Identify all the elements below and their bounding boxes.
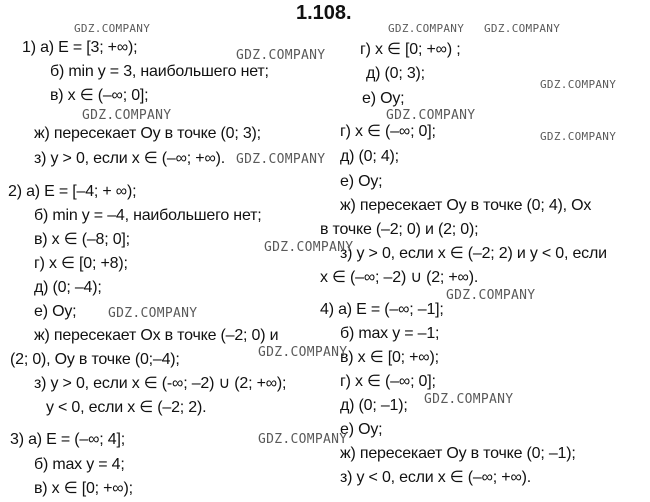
answer-line: в точке (–2; 0) и (2; 0); bbox=[320, 221, 479, 238]
watermark: GDZ.COMPANY bbox=[540, 78, 617, 91]
answer-line: д) (0; –1); bbox=[340, 397, 408, 414]
answer-line: (2; 0), Oy в точке (0;–4); bbox=[10, 351, 180, 368]
answer-line: б) max y = –1; bbox=[340, 325, 440, 342]
answer-line: 1) а) E = [3; +∞); bbox=[22, 39, 138, 56]
answer-line: з) y < 0, если x ∈ (–∞; +∞). bbox=[340, 469, 532, 486]
answer-line: 3) а) E = (–∞; 4]; bbox=[10, 431, 125, 448]
answer-line: з) y > 0, если x ∈ (–2; 2) и y < 0, если bbox=[340, 245, 607, 262]
answer-line: 2) а) E = [–4; + ∞); bbox=[8, 183, 137, 200]
watermark: GDZ.COMPANY bbox=[236, 152, 326, 167]
watermark: GDZ.COMPANY bbox=[540, 130, 617, 143]
answer-line: б) max y = 4; bbox=[34, 456, 125, 473]
answer-line: г) x ∈ [0; +∞) ; bbox=[360, 41, 461, 58]
watermark: GDZ.COMPANY bbox=[258, 345, 348, 360]
answer-line: ж) пересекает Oy в точке (0; 4), Ox bbox=[340, 197, 592, 214]
answer-line: е) Oy; bbox=[362, 90, 405, 107]
answer-line: x ∈ (–∞; –2) ∪ (2; +∞). bbox=[320, 269, 479, 286]
watermark: GDZ.COMPANY bbox=[82, 108, 172, 123]
watermark: GDZ.COMPANY bbox=[424, 392, 514, 407]
watermark: GDZ.COMPANY bbox=[258, 432, 348, 447]
answer-line: 4) а) E = (–∞; –1]; bbox=[320, 301, 444, 318]
answer-line: г) x ∈ [0; +8); bbox=[34, 255, 128, 272]
answer-line: д) (0; 3); bbox=[366, 65, 425, 82]
watermark: GDZ.COMPANY bbox=[264, 240, 354, 255]
watermark: GDZ.COMPANY bbox=[236, 48, 326, 63]
answer-line: е) Oy; bbox=[34, 303, 77, 320]
answer-line: е) Oy; bbox=[340, 173, 383, 190]
watermark: GDZ.COMPANY bbox=[388, 22, 465, 35]
answer-line: з) y > 0, если x ∈ (-∞; –2) ∪ (2; +∞); bbox=[34, 375, 287, 392]
answer-line: е) Oy; bbox=[340, 421, 383, 438]
answer-line: ж) пересекает Oy в точке (0; –1); bbox=[340, 445, 576, 462]
answer-line: г) x ∈ (–∞; 0]; bbox=[340, 373, 436, 390]
watermark: GDZ.COMPANY bbox=[386, 108, 476, 123]
answer-line: д) (0; 4); bbox=[340, 148, 399, 165]
watermark: GDZ.COMPANY bbox=[74, 22, 151, 35]
answer-line: д) (0; –4); bbox=[34, 279, 102, 296]
answer-line: з) y > 0, если x ∈ (–∞; +∞). bbox=[34, 150, 226, 167]
answer-line: б) min y = –4, наибольшего нет; bbox=[34, 207, 262, 224]
answer-line: в) x ∈ (–8; 0]; bbox=[34, 231, 130, 248]
answer-line: г) x ∈ (–∞; 0]; bbox=[340, 123, 436, 140]
answer-line: ж) пересекает Ox в точке (–2; 0) и bbox=[34, 327, 279, 344]
answer-line: y < 0, если x ∈ (–2; 2). bbox=[46, 399, 207, 416]
answer-line: в) x ∈ [0; +∞); bbox=[34, 480, 133, 497]
exercise-title: 1.108. bbox=[296, 2, 352, 24]
watermark: GDZ.COMPANY bbox=[484, 22, 561, 35]
answer-line: в) x ∈ (–∞; 0]; bbox=[50, 87, 149, 104]
answer-line: б) min y = 3, наибольшего нет; bbox=[50, 63, 269, 80]
answer-line: в) x ∈ [0; +∞); bbox=[340, 349, 439, 366]
answer-line: ж) пересекает Oy в точке (0; 3); bbox=[34, 125, 261, 142]
watermark: GDZ.COMPANY bbox=[108, 306, 198, 321]
watermark: GDZ.COMPANY bbox=[446, 288, 536, 303]
